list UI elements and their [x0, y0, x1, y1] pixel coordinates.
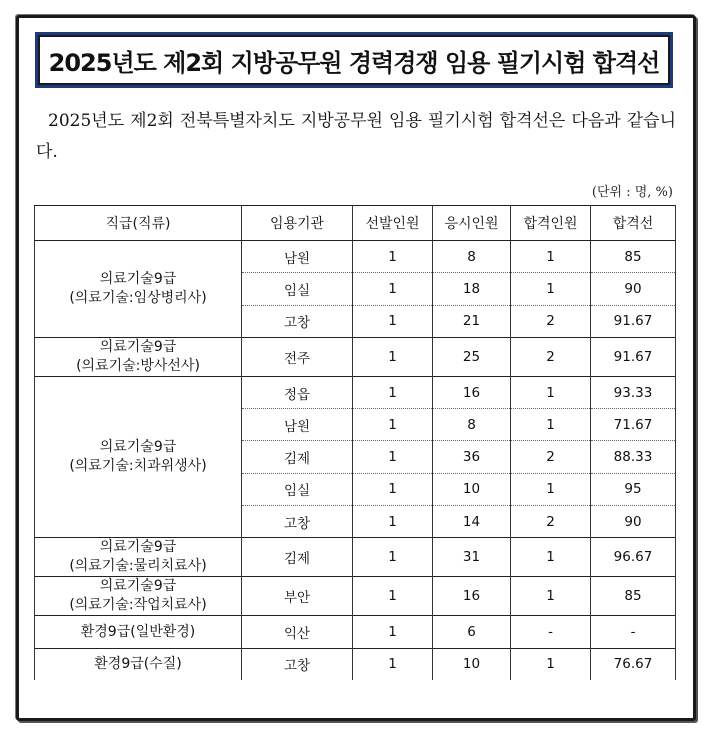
- cutoff-cell: 91.67: [591, 337, 676, 376]
- rank-name: 환경9급(일반환경): [80, 623, 196, 640]
- applicants-cell: 14: [433, 506, 511, 538]
- rank-name: 의료기술9급: [99, 439, 177, 456]
- title-box: [35, 32, 673, 88]
- agency-cell: 남원: [242, 241, 353, 273]
- results-table: [34, 205, 676, 680]
- page-title: 2025년도 제2회 지방공무원 경력경쟁 임용 필기시험 합격선: [48, 48, 660, 77]
- passed-cell: 1: [511, 473, 591, 505]
- rank-series: (의료기술:방사선사): [76, 357, 200, 374]
- applicants-cell: 36: [433, 441, 511, 473]
- rank-cell: [35, 376, 242, 537]
- header-cutoff: 합격선: [591, 206, 676, 241]
- selected-cell: 1: [353, 616, 433, 648]
- agency-cell: 임실: [242, 273, 353, 305]
- header-rank: 직급(직류): [35, 206, 242, 241]
- rank-name: 의료기술9급: [99, 338, 177, 355]
- rank-series: (의료기술:물리치료사): [69, 558, 207, 575]
- header-agency: 임용기관: [242, 206, 353, 241]
- table-row: [35, 577, 676, 616]
- applicants-cell: 8: [433, 241, 511, 273]
- cutoff-cell: 96.67: [591, 538, 676, 577]
- cutoff-cell: 90: [591, 273, 676, 305]
- table-row: [35, 337, 676, 376]
- unit-note: (단위 : 명, %): [591, 185, 673, 200]
- selected-cell: 1: [353, 337, 433, 376]
- cutoff-cell: 95: [591, 473, 676, 505]
- table-body: [35, 241, 676, 680]
- passed-cell: 2: [511, 337, 591, 376]
- selected-cell: 1: [353, 473, 433, 505]
- table-row: [35, 241, 676, 273]
- applicants-cell: 31: [433, 538, 511, 577]
- intro-paragraph: 2025년도 제2회 전북특별자치도 지방공무원 임용 필기시험 합격선은 다음과 같습니다.: [36, 111, 676, 162]
- agency-cell: 남원: [242, 409, 353, 441]
- rank-cell: [35, 616, 242, 648]
- agency-cell: 고창: [242, 506, 353, 538]
- header-passed: 합격인원: [511, 206, 591, 241]
- selected-cell: 1: [353, 538, 433, 577]
- rank-name: 의료기술9급: [99, 578, 177, 595]
- selected-cell: 1: [353, 441, 433, 473]
- passed-cell: 1: [511, 577, 591, 616]
- applicants-cell: 10: [433, 473, 511, 505]
- selected-cell: 1: [353, 648, 433, 680]
- cutoff-cell: 88.33: [591, 441, 676, 473]
- cutoff-cell: -: [591, 616, 676, 648]
- selected-cell: 1: [353, 577, 433, 616]
- applicants-cell: 6: [433, 616, 511, 648]
- table-header-row: [35, 206, 676, 241]
- agency-cell: 전주: [242, 337, 353, 376]
- agency-cell: 김제: [242, 538, 353, 577]
- agency-cell: 부안: [242, 577, 353, 616]
- cutoff-cell: 71.67: [591, 409, 676, 441]
- cutoff-cell: 85: [591, 241, 676, 273]
- passed-cell: 2: [511, 305, 591, 337]
- rank-series: (의료기술:작업치료사): [69, 597, 207, 614]
- header-applicants: 응시인원: [433, 206, 511, 241]
- selected-cell: 1: [353, 506, 433, 538]
- table-row: [35, 616, 676, 648]
- passed-cell: -: [511, 616, 591, 648]
- rank-cell: [35, 538, 242, 577]
- rank-cell: [35, 577, 242, 616]
- passed-cell: 2: [511, 441, 591, 473]
- passed-cell: 1: [511, 376, 591, 408]
- rank-name: 의료기술9급: [99, 270, 177, 287]
- passed-cell: 1: [511, 273, 591, 305]
- rank-series: (의료기술:치과위생사): [69, 458, 207, 475]
- applicants-cell: 25: [433, 337, 511, 376]
- passed-cell: 1: [511, 241, 591, 273]
- applicants-cell: 8: [433, 409, 511, 441]
- agency-cell: 임실: [242, 473, 353, 505]
- applicants-cell: 16: [433, 577, 511, 616]
- agency-cell: 익산: [242, 616, 353, 648]
- rank-cell: [35, 648, 242, 680]
- table-row: [35, 538, 676, 577]
- selected-cell: 1: [353, 376, 433, 408]
- selected-cell: 1: [353, 409, 433, 441]
- cutoff-cell: 85: [591, 577, 676, 616]
- cutoff-cell: 90: [591, 506, 676, 538]
- applicants-cell: 10: [433, 648, 511, 680]
- agency-cell: 김제: [242, 441, 353, 473]
- passed-cell: 1: [511, 409, 591, 441]
- header-selected: 선발인원: [353, 206, 433, 241]
- selected-cell: 1: [353, 273, 433, 305]
- selected-cell: 1: [353, 305, 433, 337]
- cutoff-cell: 76.67: [591, 648, 676, 680]
- table-row: [35, 648, 676, 680]
- cutoff-cell: 91.67: [591, 305, 676, 337]
- applicants-cell: 16: [433, 376, 511, 408]
- rank-cell: [35, 241, 242, 338]
- applicants-cell: 18: [433, 273, 511, 305]
- passed-cell: 1: [511, 648, 591, 680]
- rank-series: (의료기술:임상병리사): [69, 289, 207, 306]
- agency-cell: 정읍: [242, 376, 353, 408]
- agency-cell: 고창: [242, 648, 353, 680]
- rank-name: 환경9급(수질): [94, 655, 182, 672]
- table-row: [35, 376, 676, 408]
- rank-name: 의료기술9급: [99, 539, 177, 556]
- agency-cell: 고창: [242, 305, 353, 337]
- cutoff-cell: 93.33: [591, 376, 676, 408]
- applicants-cell: 21: [433, 305, 511, 337]
- passed-cell: 1: [511, 538, 591, 577]
- passed-cell: 2: [511, 506, 591, 538]
- selected-cell: 1: [353, 241, 433, 273]
- rank-cell: [35, 337, 242, 376]
